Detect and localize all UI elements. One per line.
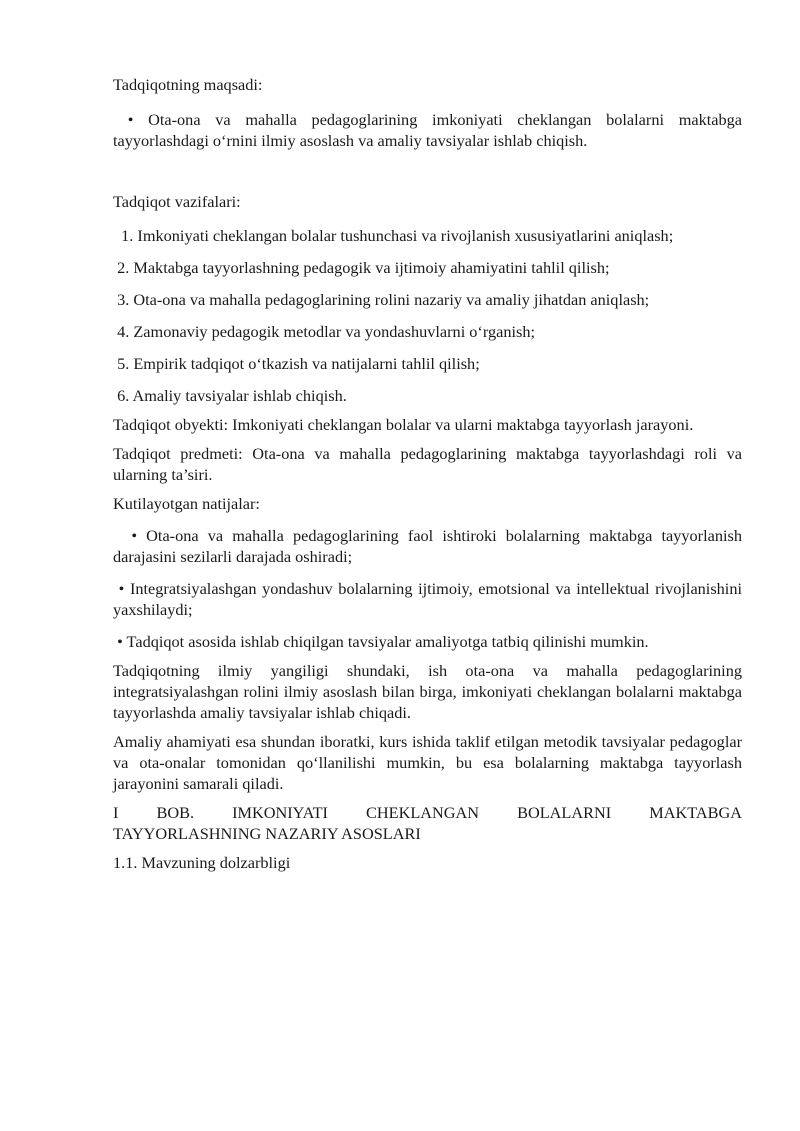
task-item-5: 5. Empirik tadqiqot o‘tkazish va natijalarni tahlil qilish; (113, 354, 480, 373)
chapter-word: BOB. (156, 803, 195, 822)
result-item-2: • Integratsiyalashgan yondashuv bolalarning ijtimoiy, emotsional va intellektual rivojlanishini yaxshilaydi; (113, 579, 747, 619)
document-page (113, 74, 747, 873)
chapter-word: IMKONIYATI (232, 803, 328, 822)
goal-bullet: • Ota-ona va mahalla pedagoglarining imkoniyati cheklangan bolalarni maktabga tayyorlashdagi o‘rnini ilmiy asoslash va amaliy tavsiyalar ishlab chiqish. (113, 110, 747, 150)
research-object: Tadqiqot obyekti: Imkoniyati cheklangan bolalar va ularni maktabga tayyorlash jarayoni. (113, 415, 694, 434)
result-item-1: • Ota-ona va mahalla pedagoglarining faol ishtiroki bolalarning maktabga tayyorlanish darajasini sezilarli darajada oshiradi; (113, 526, 747, 566)
task-item-2: 2. Maktabga tayyorlashning pedagogik va ijtimoiy ahamiyatini tahlil qilish; (113, 258, 610, 277)
task-item-3: 3. Ota-ona va mahalla pedagoglarining rolini nazariy va amaliy jihatdan aniqlash; (113, 290, 650, 309)
result-item-3: • Tadqiqot asosida ishlab chiqilgan tavsiyalar amaliyotga tatbiq qilinishi mumkin. (113, 632, 649, 651)
chapter-word: I (113, 803, 119, 822)
chapter-word: CHEKLANGAN (366, 803, 480, 822)
practical-significance: Amaliy ahamiyati esa shundan iboratki, kurs ishida taklif etilgan metodik tavsiyalar pedagoglar va ota-onalar tomonidan qo‘llanilishi mumkin, bu esa bolalarning maktabga tayyorlash jarayonini samarali qiladi. (113, 732, 742, 793)
task-item-6: 6. Amaliy tavsiyalar ishlab chiqish. (113, 386, 347, 405)
chapter-word: BOLALARNI (517, 803, 612, 822)
research-subject: Tadqiqot predmeti: Ota-ona va mahalla pedagoglarining maktabga tayyorlashdagi roli va ularning ta’siri. (113, 444, 742, 484)
results-title: Kutilayotgan natijalar: (113, 494, 260, 513)
section-title: 1.1. Mavzuning dolzarbligi (113, 853, 291, 872)
chapter-heading-line-2: TAYYORLASHNING NAZARIY ASOSLARI (113, 824, 421, 843)
chapter-heading-line-1 (113, 802, 742, 823)
task-item-1: 1. Imkoniyati cheklangan bolalar tushunchasi va rivojlanish xususiyatlarini aniqlash; (113, 226, 674, 245)
chapter-heading (113, 802, 742, 844)
tasks-title: Tadqiqot vazifalari: (113, 192, 241, 211)
task-item-4: 4. Zamonaviy pedagogik metodlar va yondashuvlarni o‘rganish; (113, 322, 536, 341)
goal-title: Tadqiqotning maqsadi: (113, 75, 263, 94)
scientific-novelty: Tadqiqotning ilmiy yangiligi shundaki, ish ota-ona va mahalla pedagoglarining integratsiyalashgan rolini ilmiy asoslash bilan birga, imkoniyati cheklangan bolalarni maktabga tayyorlashda amaliy tavsiyalar ishlab chiqadi. (113, 661, 742, 722)
chapter-word: MAKTABGA (649, 803, 742, 822)
